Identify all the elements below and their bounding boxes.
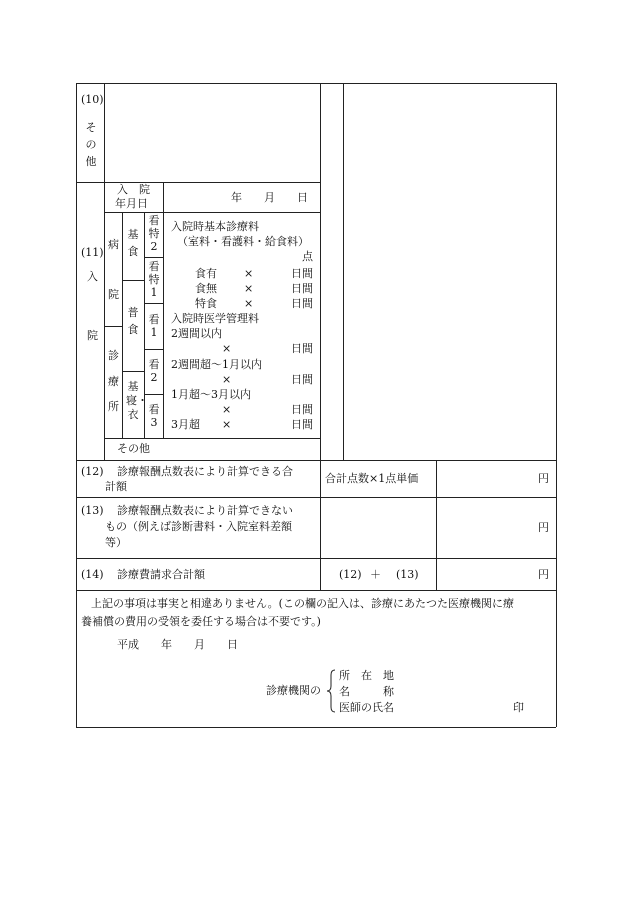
certification-line-1: 上記の事項は事実と相違ありません。(この欄の記入は、診療にあたつた医療機関に療	[91, 597, 514, 610]
hospital-label-2: 院	[108, 288, 119, 301]
clinic-label-3: 所	[108, 400, 119, 413]
days-unit: 日間	[291, 418, 313, 431]
period-over-3months: 3月超	[171, 418, 200, 431]
seal-mark: 印	[513, 701, 524, 714]
times-mark: ×	[244, 282, 254, 295]
clinic-label-2: 療	[108, 375, 119, 388]
kango-tokubetsu-1: 看特1	[148, 260, 160, 300]
clinic-label-1: 診	[108, 349, 119, 362]
certification-date: 平成 年 月 日	[117, 638, 238, 651]
days-unit: 日間	[291, 267, 313, 280]
kango-3: 看3	[148, 403, 160, 430]
section-13-number: (13)	[81, 504, 104, 517]
times-mark: ×	[222, 403, 232, 416]
admission-date-header-2: 年月日	[115, 197, 148, 210]
meal-row-label: 食有	[195, 267, 217, 280]
days-unit: 日間	[291, 403, 313, 416]
kango-2: 看2	[148, 358, 160, 385]
section-13-text-3: 等）	[105, 536, 127, 549]
period-2weeks-to-1month: 2週間超～1月以内	[171, 358, 262, 371]
period-within-2-weeks: 2週間以内	[171, 327, 222, 340]
basic-fee-title: 入院時基本診療料	[171, 220, 259, 233]
section-12-text-2: 計額	[105, 480, 127, 493]
section-10-label: その他	[85, 121, 97, 169]
times-mark: ×	[222, 373, 232, 386]
meal-row-label: 食無	[195, 282, 217, 295]
hospital-label-1: 病	[108, 238, 119, 251]
section-14-number: (14)	[81, 568, 104, 581]
section-14-yen: 円	[538, 568, 549, 581]
times-mark: ×	[222, 418, 232, 431]
times-mark: ×	[244, 267, 254, 280]
medical-management-title: 入院時医学管理料	[171, 312, 259, 325]
institution-label: 診療機関の	[266, 684, 321, 697]
points-unit: 点	[302, 250, 313, 263]
section-14-text: 診療費請求合計額	[117, 568, 205, 581]
basic-fee-subtitle: （室料・看護料・給食料）	[177, 235, 309, 248]
meal-row-label: 特食	[195, 297, 217, 310]
address-label: 所 在 地	[339, 669, 394, 682]
section-12-number: (12)	[81, 465, 104, 478]
section-12-yen: 円	[538, 472, 549, 485]
other-label: その他	[117, 442, 150, 455]
days-unit: 日間	[291, 297, 313, 310]
section-13-text-1: 診療報酬点数表により計算できない	[117, 504, 293, 517]
section-12-formula: 合計点数×1点単価	[325, 472, 419, 485]
days-unit: 日間	[291, 373, 313, 386]
kango-1: 看1	[148, 313, 160, 340]
section-10-number: (10)	[81, 93, 104, 106]
section-11-label-1: 入	[87, 270, 98, 283]
times-mark: ×	[244, 297, 254, 310]
days-unit: 日間	[291, 342, 313, 355]
section-11-number: (11)	[81, 246, 104, 259]
section-14-formula-a: (12)	[339, 568, 362, 581]
section-13-text-2: もの（例えば診断書料・入院室料差額	[105, 520, 292, 533]
section-14-formula-plus: ＋	[370, 568, 381, 581]
kango-tokubetsu-2: 看特2	[148, 214, 160, 254]
section-12-text-1: 診療報酬点数表により計算できる合	[117, 465, 293, 478]
days-unit: 日間	[291, 282, 313, 295]
admission-date-header-1: 入 院	[117, 183, 150, 196]
doctor-name-label: 医師の氏名	[339, 701, 394, 714]
period-1month-to-3months: 1月超～3月以内	[171, 388, 251, 401]
name-label: 名 称	[339, 685, 394, 698]
admission-date-value: 年 月 日	[231, 191, 308, 204]
kishoku-label: 基食	[127, 228, 139, 259]
section-14-formula-b: (13)	[396, 568, 419, 581]
times-mark: ×	[222, 342, 232, 355]
section-13-yen: 円	[538, 521, 549, 534]
certification-line-2: 養補償の費用の受領を委任する場合は不要です。)	[81, 615, 321, 628]
section-11-label-2: 院	[87, 329, 98, 342]
kishin-label: 基寝・衣	[126, 380, 148, 421]
fushoku-label: 普食	[127, 306, 139, 337]
brace-icon	[326, 669, 336, 713]
